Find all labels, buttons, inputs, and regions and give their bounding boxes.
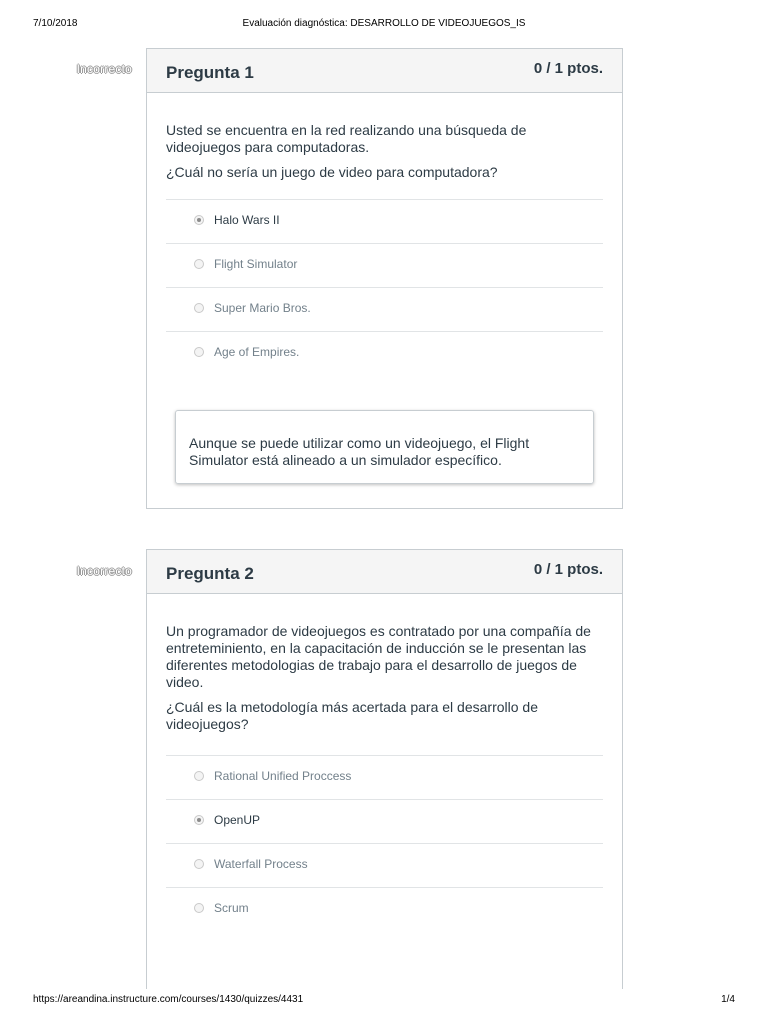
question-body (147, 93, 622, 484)
question-text (166, 122, 603, 181)
question-text (166, 623, 603, 733)
question-text-paragraph: Usted se encuentra en la red realizando una búsqueda de videojuegos para computadoras. (166, 122, 527, 155)
answer-option[interactable] (166, 887, 603, 931)
radio-selected-icon[interactable] (194, 815, 204, 825)
answer-label: Waterfall Process (214, 857, 308, 871)
answer-option[interactable] (166, 799, 603, 843)
question-body (147, 594, 622, 931)
answer-label: Halo Wars II (214, 213, 280, 227)
answer-label: Super Mario Bros. (214, 301, 311, 315)
print-footer-url: https://areandina.instructure.com/courses/1430/quizzes/4431 (33, 994, 304, 1005)
answer-option[interactable] (166, 199, 603, 243)
radio-icon[interactable] (194, 259, 204, 269)
answer-comment: Aunque se puede utilizar como un videojuego, el Flight Simulator está alineado a un simulador específico. (175, 410, 594, 484)
result-label-q2: Incorrecto (76, 564, 132, 578)
answer-label: Rational Unified Proccess (214, 769, 352, 783)
radio-icon[interactable] (194, 859, 204, 869)
radio-icon[interactable] (194, 303, 204, 313)
answer-option[interactable] (166, 287, 603, 331)
question-header (147, 49, 622, 93)
question-card-1 (146, 48, 623, 509)
answer-label: Scrum (214, 901, 249, 915)
question-title: Pregunta 1 (166, 63, 254, 82)
question-text-paragraph: ¿Cuál no sería un juego de video para computadora? (166, 164, 498, 180)
print-footer-page: 1/4 (721, 994, 735, 1005)
question-points: 0 / 1 ptos. (533, 60, 603, 77)
print-header-date: 7/10/2018 (33, 18, 78, 29)
answer-label: OpenUP (214, 813, 261, 827)
answer-option[interactable] (166, 755, 603, 799)
radio-icon[interactable] (194, 771, 204, 781)
answer-option[interactable] (166, 843, 603, 887)
answer-option[interactable] (166, 331, 603, 375)
radio-icon[interactable] (194, 903, 204, 913)
answer-list (166, 755, 603, 931)
question-points: 0 / 1 ptos. (533, 561, 603, 578)
radio-selected-icon[interactable] (194, 215, 204, 225)
answer-list (166, 199, 603, 375)
print-header-title: Evaluación diagnóstica: DESARROLLO DE VIDEOJUEGOS_IS (242, 18, 526, 29)
answer-label: Flight Simulator (214, 257, 298, 271)
question-text-paragraph: Un programador de videojuegos es contratado por una compañía de entreteminiento, en la capacitación de inducción se le presentan las diferentes metodologias de trabajo para el desarrollo de juegos de video. (166, 623, 591, 690)
question-card-2 (146, 549, 623, 989)
question-title: Pregunta 2 (166, 564, 254, 583)
question-text-paragraph: ¿Cuál es la metodología más acertada para el desarrollo de videojuegos? (166, 699, 538, 732)
answer-option[interactable] (166, 243, 603, 287)
question-header (147, 550, 622, 594)
radio-icon[interactable] (194, 347, 204, 357)
result-label-q1: Incorrecto (76, 62, 132, 76)
answer-label: Age of Empires. (214, 345, 300, 359)
